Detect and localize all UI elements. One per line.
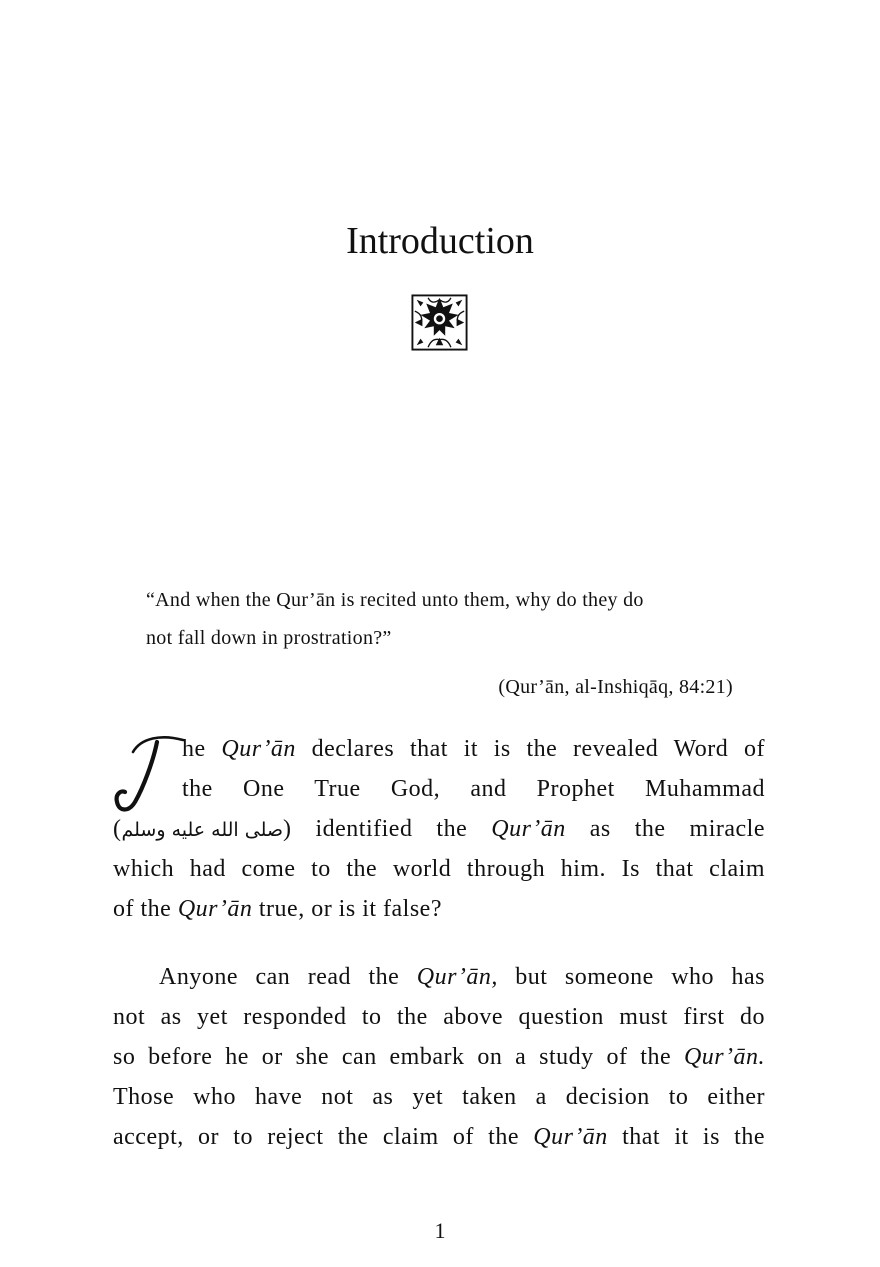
text-run: so before he or she can embark on a study of the xyxy=(113,1044,684,1070)
italic-term: Qur’ān, xyxy=(416,964,498,990)
paragraph-line xyxy=(113,889,765,929)
italic-term: Qur’ān. xyxy=(683,1044,765,1070)
epigraph-line: “And when the Qur’ān is recited unto them, why do they do xyxy=(146,589,644,611)
text-run: declares that it is the revealed Word of xyxy=(295,736,765,762)
text-run: but someone who has xyxy=(497,964,765,990)
italic-term: Qur’ān xyxy=(491,816,566,842)
text-run: true, or is it false? xyxy=(252,896,442,922)
page-number: 1 xyxy=(434,1218,446,1243)
paragraph-1 xyxy=(113,729,765,929)
paren: ) xyxy=(283,816,292,842)
epigraph-citation: (Qur’ān, al-Inshiqāq, 84:21) xyxy=(498,676,733,698)
paragraph-line: Those who have not as yet taken a decision to either xyxy=(113,1084,765,1110)
arabic-honorific: صلى الله عليه وسلم xyxy=(121,819,283,841)
italic-term: Qur’ān xyxy=(221,736,296,762)
drop-cap-text: T xyxy=(113,532,114,533)
paren: ( xyxy=(113,816,122,842)
paragraph-line xyxy=(113,957,765,997)
text-run: of the xyxy=(113,896,178,922)
text-run: accept, or to reject the claim of the xyxy=(113,1124,534,1150)
paragraph-line xyxy=(113,1037,765,1077)
italic-term: Qur’ān xyxy=(533,1124,608,1150)
paragraph-line xyxy=(113,729,765,769)
epigraph-line: not fall down in prostration?” xyxy=(146,627,392,649)
epigraph-quote xyxy=(146,581,746,657)
paragraph-line: the One True God, and Prophet Muhammad xyxy=(182,776,765,802)
chapter-title: Introduction xyxy=(346,220,534,262)
text-run: as the miracle xyxy=(565,816,766,842)
text-run: he xyxy=(182,736,222,762)
text-run: identified the xyxy=(291,816,492,842)
text-run: Anyone can read the xyxy=(159,964,417,990)
italic-term: Qur’ān xyxy=(177,896,253,922)
paragraph-line xyxy=(113,809,765,849)
paragraph-line: which had come to the world through him. Is that claim xyxy=(113,856,765,882)
islamic-star-ornament-icon xyxy=(411,294,468,351)
paragraph-2 xyxy=(113,957,765,1157)
paragraph-line xyxy=(113,1117,765,1157)
paragraph-line: not as yet responded to the above question must first do xyxy=(113,1004,765,1030)
text-run: that it is the xyxy=(607,1124,766,1150)
